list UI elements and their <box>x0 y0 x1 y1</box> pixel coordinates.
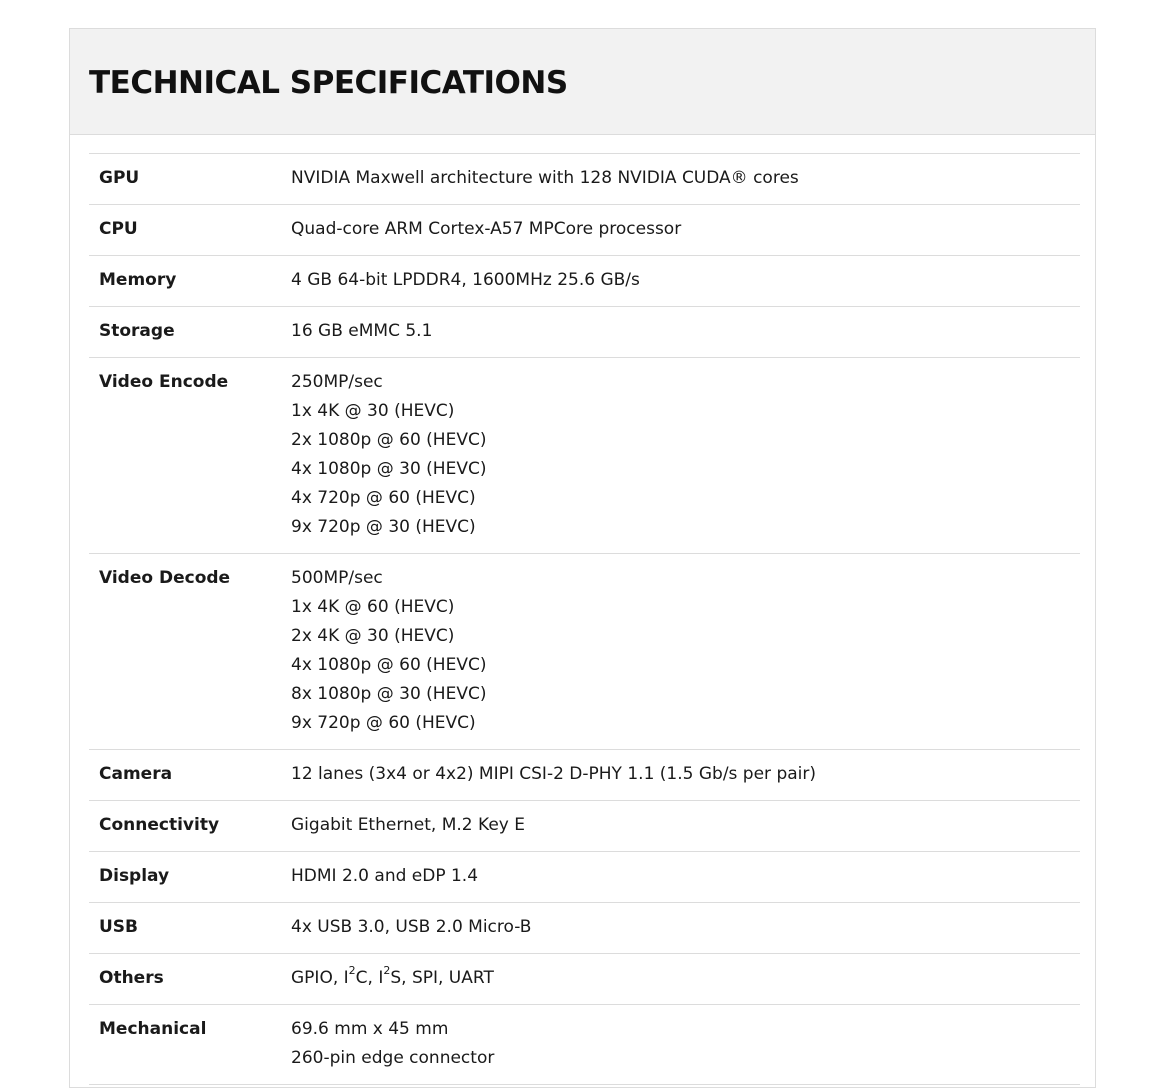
spec-value-line: 1x 4K @ 30 (HEVC) <box>291 401 455 421</box>
spec-value-line: Gigabit Ethernet, M.2 Key E <box>291 815 525 835</box>
spec-label: GPU <box>99 168 140 188</box>
spec-label: Others <box>99 968 164 988</box>
spec-value-line <box>291 964 1080 993</box>
spec-value-line: 500MP/sec <box>291 568 383 588</box>
spec-label: USB <box>99 917 139 937</box>
spec-row-mechanical <box>89 1005 1080 1085</box>
spec-value-line: 4 GB 64-bit LPDDR4, 1600MHz 25.6 GB/s <box>291 270 640 290</box>
spec-label: Video Decode <box>99 568 231 588</box>
superscript: 2 <box>348 964 356 978</box>
spec-label: Memory <box>99 270 177 290</box>
spec-value-line: 4x USB 3.0, USB 2.0 Micro-B <box>291 917 532 937</box>
spec-table <box>89 153 1080 1085</box>
others-text: GPIO, I <box>291 968 349 988</box>
spec-value <box>291 811 1080 840</box>
spec-row-usb <box>89 903 1080 954</box>
spec-value <box>291 913 1080 942</box>
spec-value-line: 4x 720p @ 60 (HEVC) <box>291 488 476 508</box>
spec-row-storage <box>89 307 1080 358</box>
superscript: 2 <box>383 964 391 978</box>
spec-value-line: 9x 720p @ 30 (HEVC) <box>291 517 476 537</box>
spec-value-line: HDMI 2.0 and eDP 1.4 <box>291 866 479 886</box>
panel-header <box>70 29 1095 135</box>
spec-row-display <box>89 852 1080 903</box>
spec-value-line: 9x 720p @ 60 (HEVC) <box>291 713 476 733</box>
spec-value-line: 1x 4K @ 60 (HEVC) <box>291 597 455 617</box>
spec-label: Connectivity <box>99 815 220 835</box>
spec-value-line: 260-pin edge connector <box>291 1048 495 1068</box>
spec-label: CPU <box>99 219 138 239</box>
spec-value-line: NVIDIA Maxwell architecture with 128 NVIDIA CUDA® cores <box>291 168 799 188</box>
spec-row-connectivity <box>89 801 1080 852</box>
spec-value <box>291 862 1080 891</box>
spec-value <box>291 1015 1080 1073</box>
spec-label: Storage <box>99 321 175 341</box>
spec-value <box>291 317 1080 346</box>
spec-row-camera <box>89 750 1080 801</box>
spec-value-line: 16 GB eMMC 5.1 <box>291 321 433 341</box>
spec-value <box>291 215 1080 244</box>
others-text: C, I <box>355 968 384 988</box>
spec-value-line: 2x 4K @ 30 (HEVC) <box>291 626 455 646</box>
spec-value-line: 4x 1080p @ 30 (HEVC) <box>291 459 487 479</box>
spec-value <box>291 760 1080 789</box>
spec-value-line: 250MP/sec <box>291 372 383 392</box>
tech-specs-panel <box>69 28 1096 1088</box>
spec-label: Mechanical <box>99 1019 207 1039</box>
spec-row-video-encode <box>89 358 1080 554</box>
spec-label: Camera <box>99 764 173 784</box>
spec-value <box>291 164 1080 193</box>
spec-row-video-decode <box>89 554 1080 750</box>
others-text: S, SPI, UART <box>390 968 494 988</box>
spec-value-line: 69.6 mm x 45 mm <box>291 1019 449 1039</box>
spec-row-memory <box>89 256 1080 307</box>
spec-value <box>291 266 1080 295</box>
spec-value <box>291 564 1080 738</box>
spec-value <box>291 368 1080 542</box>
spec-value-line: 12 lanes (3x4 or 4x2) MIPI CSI-2 D-PHY 1.1 (1.5 Gb/s per pair) <box>291 764 817 784</box>
spec-row-others <box>89 954 1080 1005</box>
spec-value-line: 2x 1080p @ 60 (HEVC) <box>291 430 487 450</box>
page-title: TECHNICAL SPECIFICATIONS <box>89 64 568 101</box>
spec-label: Display <box>99 866 170 886</box>
spec-value-line: 4x 1080p @ 60 (HEVC) <box>291 655 487 675</box>
spec-value <box>291 964 1080 993</box>
spec-value-line: 8x 1080p @ 30 (HEVC) <box>291 684 487 704</box>
spec-value-line: Quad-core ARM Cortex-A57 MPCore processor <box>291 219 682 239</box>
spec-row-gpu <box>89 154 1080 205</box>
spec-label: Video Encode <box>99 372 229 392</box>
spec-row-cpu <box>89 205 1080 256</box>
